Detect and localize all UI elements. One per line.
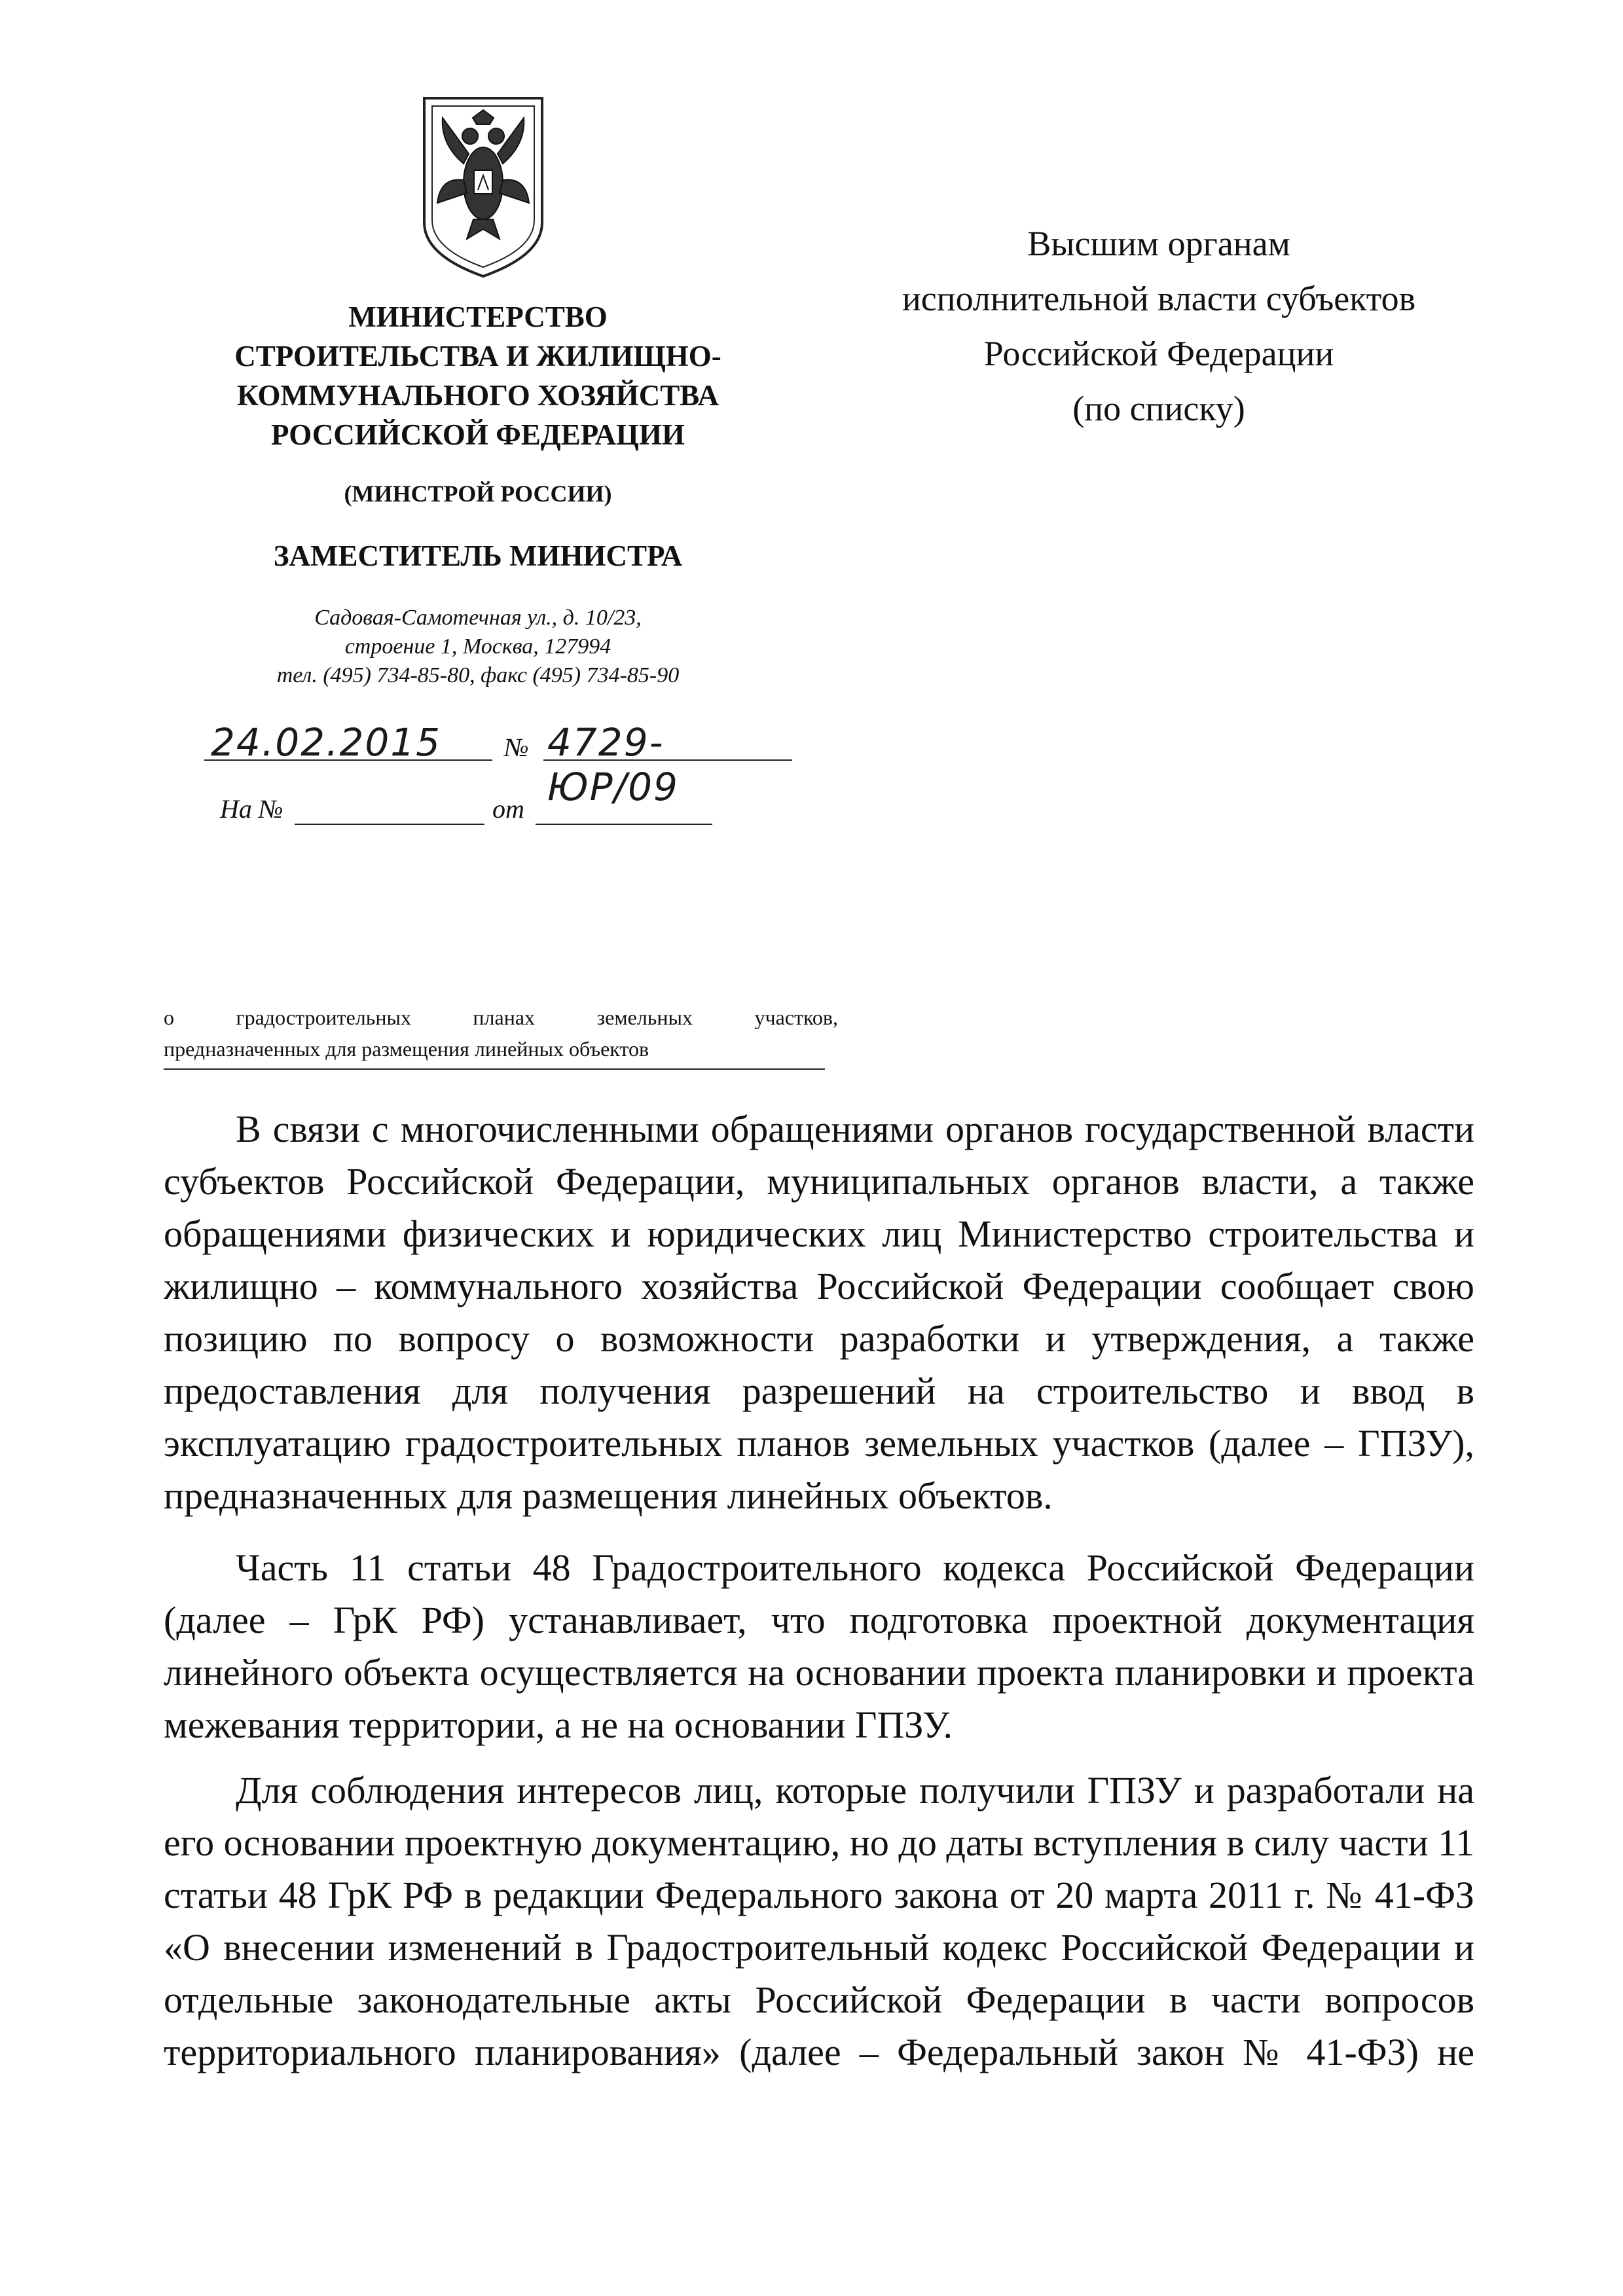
paragraph-2 bbox=[164, 1542, 1474, 1751]
subject-underline bbox=[164, 1068, 825, 1070]
address-line-1: Садовая-Самотечная ул., д. 10/23, bbox=[314, 606, 642, 630]
p2-line-4: межевания территории, а не на основании ГПЗУ. bbox=[164, 1704, 953, 1746]
org-name-line-2: СТРОИТЕЛЬСТВА И ЖИЛИЩНО- bbox=[234, 340, 721, 373]
handwritten-number: 4729-ЮР/09 bbox=[547, 720, 679, 809]
p1-line-8: предназначенных для размещения линейных объектов. bbox=[164, 1474, 1053, 1517]
org-name-line-4: РОССИЙСКОЙ ФЕДЕРАЦИИ bbox=[271, 418, 685, 451]
p1-line-4: жилищно – коммунального хозяйства Российской Федерации сообщает свою bbox=[164, 1265, 1474, 1307]
p3-line-2: его основании проектную документацию, но до даты вступления в силу части 11 bbox=[164, 1821, 1474, 1864]
number-label: № bbox=[504, 733, 529, 762]
subject-line-2: предназначенных для размещения линейных объектов bbox=[164, 1037, 649, 1061]
p3-line-5: отдельные законодательные акты Российской Федерации в части вопросов bbox=[164, 1978, 1474, 2021]
address-line-3: тел. (495) 734-85-80, факс (495) 734-85-90 bbox=[276, 663, 680, 687]
p2-line-1: Часть 11 статьи 48 Градостроительного кодекса Российской Федерации bbox=[236, 1546, 1474, 1589]
p3-line-6: территориального планирования» (далее – Федеральный закон № 41-ФЗ) не bbox=[164, 2031, 1474, 2073]
p3-line-3: статьи 48 ГрК РФ в редакции Федерального закона от 20 марта 2011 г. № 41-ФЗ bbox=[164, 1874, 1474, 1916]
p1-line-3: обращениями физических и юридических лиц Министерство строительства и bbox=[164, 1212, 1474, 1255]
p1-line-7: эксплуатацию градостроительных планов земельных участков (далее – ГПЗУ), bbox=[164, 1422, 1474, 1465]
from-label: от bbox=[492, 794, 524, 824]
from-date-line bbox=[536, 824, 712, 825]
recipient-line-2: исполнительной власти субъектов bbox=[902, 279, 1416, 318]
p1-line-6: предоставления для получения разрешений на строительство и ввод в bbox=[164, 1370, 1474, 1412]
p1-line-5: позицию по вопросу о возможности разработки и утверждения, а также bbox=[164, 1317, 1474, 1360]
subject-line-1: о градостроительных планах земельных участков, bbox=[164, 1006, 838, 1029]
recipient-line-1: Высшим органам bbox=[1027, 224, 1290, 263]
p1-line-2: субъектов Российской Федерации, муниципальных органов власти, а также bbox=[164, 1160, 1474, 1203]
org-name-line-1: МИНИСТЕРСТВО bbox=[348, 301, 608, 333]
date-field bbox=[204, 720, 492, 766]
org-short-name: (МИНСТРОЙ РОССИИ) bbox=[344, 481, 612, 507]
number-field bbox=[543, 720, 792, 809]
p3-line-1: Для соблюдения интересов лиц, которые получили ГПЗУ и разработали на bbox=[236, 1769, 1474, 1812]
paragraph-1 bbox=[164, 1103, 1474, 1522]
p2-line-3: линейного объекта осуществляется на основании проекта планировки и проекта bbox=[164, 1651, 1474, 1694]
p1-line-1: В связи с многочисленными обращениями органов государственной власти bbox=[236, 1108, 1474, 1150]
coat-of-arms-icon bbox=[405, 92, 562, 282]
recipient-line-3: Российской Федерации bbox=[983, 334, 1334, 373]
subject bbox=[164, 1002, 838, 1065]
p2-line-2: (далее – ГрК РФ) устанавливает, что подготовка проектной документация bbox=[164, 1599, 1474, 1641]
org-name-line-3: КОММУНАЛЬНОГО ХОЗЯЙСТВА bbox=[237, 379, 719, 412]
handwritten-date: 24.02.2015 bbox=[211, 720, 442, 765]
position-title: ЗАМЕСТИТЕЛЬ МИНИСТРА bbox=[273, 539, 683, 572]
address-line-2: строение 1, Москва, 127994 bbox=[344, 634, 611, 659]
p3-line-4: «О внесении изменений в Градостроительный кодекс Российской Федерации и bbox=[164, 1926, 1474, 1969]
paragraph-3 bbox=[164, 1764, 1474, 2079]
reply-to-label: На № bbox=[220, 794, 283, 824]
recipient-line-4: (по списку) bbox=[1072, 389, 1245, 428]
reply-to-number-line bbox=[295, 824, 484, 825]
